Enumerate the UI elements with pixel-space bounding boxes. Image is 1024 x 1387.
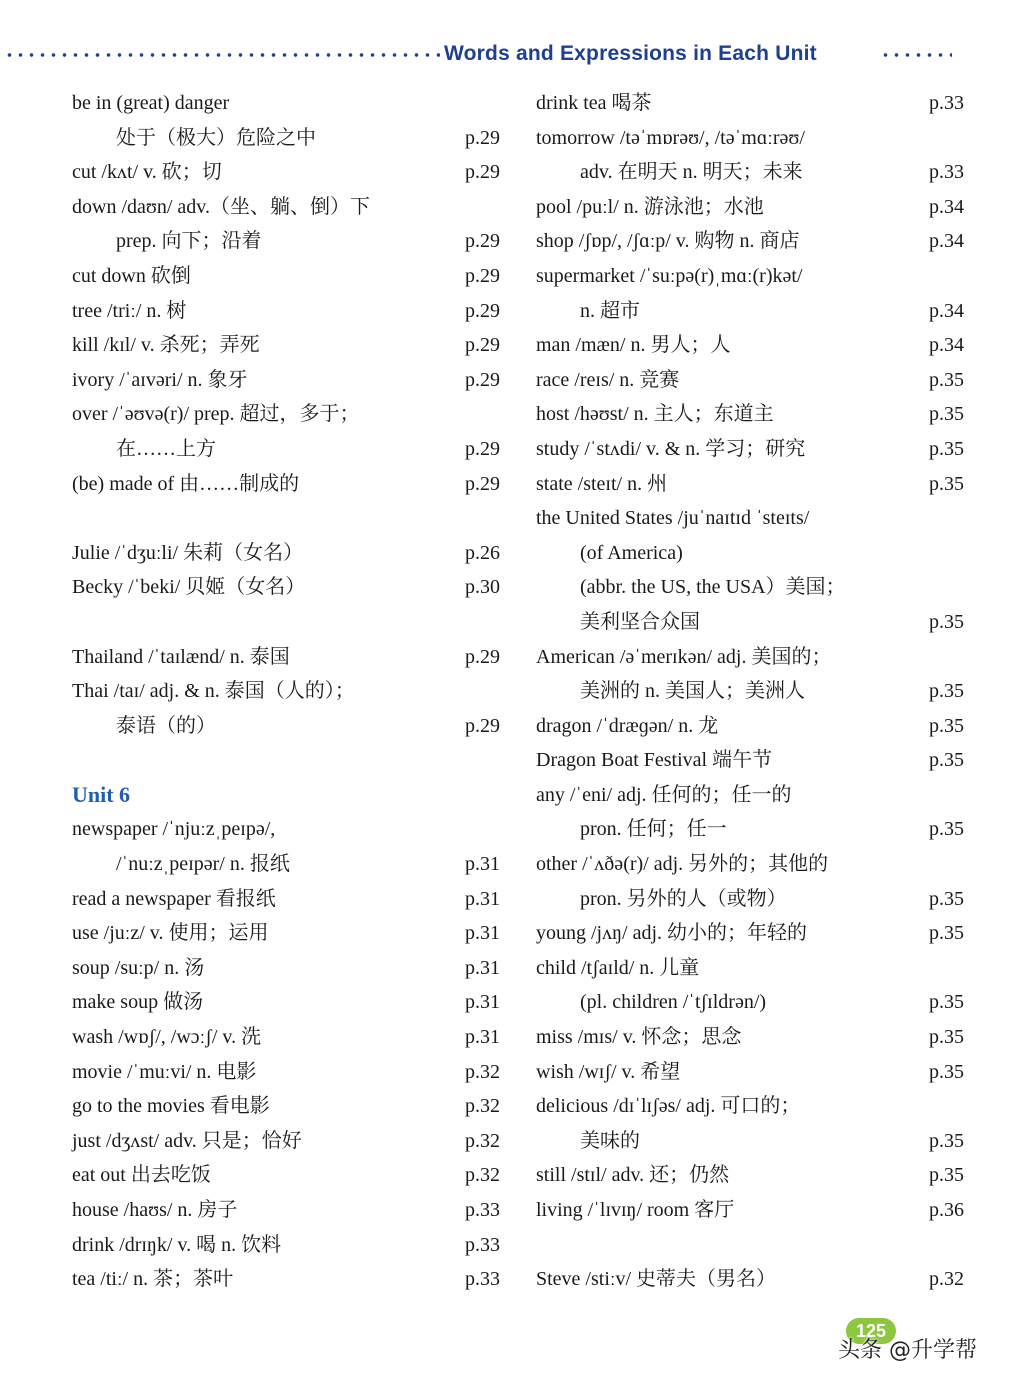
entry-page-ref: p.33 xyxy=(465,1268,500,1291)
entry-page-ref: p.32 xyxy=(465,1164,500,1187)
vocab-entry xyxy=(536,432,972,467)
vocab-entry xyxy=(536,190,972,225)
entry-text: pool /puːl/ n. 游泳池；水池 xyxy=(536,195,764,218)
page-title: Words and Expressions in Each Unit xyxy=(444,42,817,65)
vocab-entry xyxy=(72,570,508,605)
vocab-entry xyxy=(536,985,972,1020)
entry-page-ref: p.29 xyxy=(465,126,500,149)
entry-page-ref: p.29 xyxy=(465,230,500,253)
entry-page-ref: p.31 xyxy=(465,887,500,910)
vocab-entry xyxy=(72,1089,508,1124)
entry-text: drink /drɪŋk/ v. 喝 n. 饮料 xyxy=(72,1233,282,1256)
entry-page-ref: p.31 xyxy=(465,922,500,945)
entry-text: /ˈnuːzˌpeɪpər/ n. 报纸 xyxy=(116,853,290,876)
entry-text: drink tea 喝茶 xyxy=(536,92,652,114)
vocab-entry xyxy=(536,743,972,778)
entry-text: other /ˈʌðə(r)/ adj. 另外的；其他的 xyxy=(536,853,829,876)
vocab-entry xyxy=(536,640,972,675)
vocab-entry xyxy=(536,709,972,744)
entry-text: newspaper /ˈnjuːzˌpeɪpə/, xyxy=(72,818,276,841)
vocab-entry xyxy=(536,605,972,640)
vocab-entry xyxy=(72,259,508,294)
vocab-entry xyxy=(536,916,972,951)
entry-page-ref: p.35 xyxy=(929,610,964,633)
entry-text: movie /ˈmuːvi/ n. 电影 xyxy=(72,1060,257,1083)
entry-page-ref: p.33 xyxy=(929,161,964,184)
entry-page-ref: p.35 xyxy=(929,403,964,426)
entry-page-ref: p.31 xyxy=(465,1026,500,1049)
vocab-entry xyxy=(536,1089,972,1124)
entry-text: be in (great) danger xyxy=(72,92,230,114)
vocab-entry xyxy=(72,605,508,640)
vocab-entry xyxy=(72,985,508,1020)
entry-page-ref: p.29 xyxy=(465,645,500,668)
vocab-entry xyxy=(72,916,508,951)
vocab-entry xyxy=(72,397,508,432)
entry-page-ref: p.31 xyxy=(465,956,500,979)
entry-page-ref: p.35 xyxy=(929,818,964,841)
header-dots-left xyxy=(4,52,440,58)
entry-page-ref: p.32 xyxy=(465,1095,500,1118)
entry-text: 在……上方 xyxy=(116,437,216,460)
entry-text: wash /wɒʃ/, /wɔːʃ/ v. 洗 xyxy=(72,1026,262,1049)
entry-page-ref: p.29 xyxy=(465,472,500,495)
entry-text: Thailand /ˈtaɪlænd/ n. 泰国 xyxy=(72,645,290,668)
vocab-entry xyxy=(536,1020,972,1055)
vocab-entry xyxy=(72,1228,508,1263)
entry-text: (pl. children /ˈtʃɪldrən/) xyxy=(580,991,767,1014)
entry-text: just /dʒʌst/ adv. 只是；恰好 xyxy=(72,1129,302,1152)
entry-text: kill /kɪl/ v. 杀死；弄死 xyxy=(72,334,260,357)
vocab-entry xyxy=(536,1228,972,1263)
entry-page-ref: p.30 xyxy=(465,576,500,599)
entry-page-ref: p.34 xyxy=(929,299,964,322)
entry-page-ref: p.33 xyxy=(465,1233,500,1256)
entry-text: soup /suːp/ n. 汤 xyxy=(72,956,205,979)
vocab-entry xyxy=(536,778,972,813)
entry-page-ref: p.35 xyxy=(929,1026,964,1049)
entry-text: host /həʊst/ n. 主人；东道主 xyxy=(536,403,774,426)
entry-page-ref: p.31 xyxy=(465,853,500,876)
vocab-entry xyxy=(536,501,972,536)
vocab-entry xyxy=(536,1158,972,1193)
entry-text: cut /kʌt/ v. 砍；切 xyxy=(72,161,222,184)
entry-text: Julie /ˈdʒuːli/ 朱莉（女名） xyxy=(72,541,304,564)
entry-text: wish /wɪʃ/ v. 希望 xyxy=(536,1060,681,1083)
vocab-entry xyxy=(72,294,508,329)
vocab-entry xyxy=(72,1262,508,1297)
entry-text: supermarket /ˈsuːpə(r)ˌmɑː(r)kət/ xyxy=(536,264,803,287)
entry-text: house /haʊs/ n. 房子 xyxy=(72,1199,238,1221)
entry-text: young /jʌŋ/ adj. 幼小的；年轻的 xyxy=(536,922,807,945)
page-number-badge: 125 xyxy=(846,1318,896,1344)
entry-text: Thai /taɪ/ adj. & n. 泰国（人的）； xyxy=(72,680,355,703)
entry-text: state /steɪt/ n. 州 xyxy=(536,472,668,495)
entry-text: pron. 另外的人（或物） xyxy=(580,887,787,910)
vocab-entry xyxy=(536,882,972,917)
entry-page-ref: p.35 xyxy=(929,1060,964,1083)
right-column xyxy=(536,86,972,1297)
vocab-entry xyxy=(536,1055,972,1090)
entry-text: tomorrow /təˈmɒrəʊ/, /təˈmɑːrəʊ/ xyxy=(536,126,805,149)
entry-text: dragon /ˈdræɡən/ n. 龙 xyxy=(536,714,719,737)
vocab-entry xyxy=(536,674,972,709)
entry-text: 泰语（的） xyxy=(116,714,216,737)
entry-text: down /daʊn/ adv.（坐、躺、倒）下 xyxy=(72,195,370,218)
entry-page-ref: p.35 xyxy=(929,749,964,772)
vocab-entry xyxy=(536,155,972,190)
vocab-entry xyxy=(72,1020,508,1055)
entry-page-ref: p.35 xyxy=(929,680,964,703)
vocab-entry xyxy=(536,1262,972,1297)
entry-page-ref: p.35 xyxy=(929,1129,964,1152)
entry-text: the United States /juˈnaɪtɪd ˈsteɪts/ xyxy=(536,507,810,530)
entry-text: Dragon Boat Festival 端午节 xyxy=(536,749,773,772)
entry-text: race /reɪs/ n. 竞赛 xyxy=(536,368,680,391)
vocab-entry xyxy=(72,640,508,675)
vocab-entry xyxy=(536,570,972,605)
entry-text: 处于（极大）危险之中 xyxy=(116,126,316,149)
vocab-entry xyxy=(536,121,972,156)
entry-text: shop /ʃɒp/, /ʃɑːp/ v. 购物 n. 商店 xyxy=(536,230,800,253)
entry-text: go to the movies 看电影 xyxy=(72,1095,270,1118)
entry-page-ref: p.35 xyxy=(929,368,964,391)
vocab-entry xyxy=(72,1193,508,1228)
entry-text: over /ˈəʊvə(r)/ prep. 超过，多于； xyxy=(72,403,360,426)
header-dots-right xyxy=(880,52,952,58)
entry-page-ref: p.35 xyxy=(929,472,964,495)
entry-text: miss /mɪs/ v. 怀念；思念 xyxy=(536,1026,742,1049)
vocab-entry xyxy=(72,86,508,121)
entry-text: any /ˈeni/ adj. 任何的；任一的 xyxy=(536,783,792,806)
vocab-entry xyxy=(72,743,508,778)
entry-page-ref: p.32 xyxy=(929,1268,964,1291)
vocab-entry xyxy=(536,328,972,363)
entry-page-ref: p.29 xyxy=(465,714,500,737)
entry-text: pron. 任何；任一 xyxy=(580,818,727,841)
entry-page-ref: p.35 xyxy=(929,922,964,945)
entry-text: read a newspaper 看报纸 xyxy=(72,887,276,910)
vocab-entry xyxy=(72,536,508,571)
entry-text: prep. 向下；沿着 xyxy=(116,230,262,253)
entry-page-ref: p.29 xyxy=(465,334,500,357)
entry-text: ivory /ˈaɪvəri/ n. 象牙 xyxy=(72,368,248,391)
entry-text: 美味的 xyxy=(580,1129,640,1152)
entry-page-ref: p.32 xyxy=(465,1129,500,1152)
entry-page-ref: p.35 xyxy=(929,991,964,1014)
entry-text: (of America) xyxy=(580,541,683,564)
entry-text: tea /tiː/ n. 茶；茶叶 xyxy=(72,1268,234,1291)
vocab-entry xyxy=(536,224,972,259)
vocab-entry xyxy=(72,328,508,363)
vocab-entry xyxy=(536,536,972,571)
vocab-entry xyxy=(72,674,508,709)
vocab-entry xyxy=(72,778,508,813)
entry-page-ref: p.29 xyxy=(465,437,500,460)
entry-page-ref: p.34 xyxy=(929,195,964,218)
vocab-entry xyxy=(536,397,972,432)
entry-page-ref: p.29 xyxy=(465,161,500,184)
vocab-entry xyxy=(72,190,508,225)
entry-text: Steve /stiːv/ 史蒂夫（男名） xyxy=(536,1268,776,1291)
entry-text: cut down 砍倒 xyxy=(72,264,191,287)
entry-page-ref: p.36 xyxy=(929,1199,964,1221)
vocab-entry xyxy=(72,155,508,190)
vocab-entry xyxy=(536,951,972,986)
vocab-entry xyxy=(72,432,508,467)
entry-page-ref: p.29 xyxy=(465,368,500,391)
entry-text: American /əˈmerɪkən/ adj. 美国的； xyxy=(536,645,832,668)
vocab-entry xyxy=(536,1124,972,1159)
entry-page-ref: p.26 xyxy=(465,541,500,564)
entry-text: adv. 在明天 n. 明天；未来 xyxy=(580,161,803,184)
entry-text: use /juːz/ v. 使用；运用 xyxy=(72,922,269,945)
vocab-entry xyxy=(536,86,972,121)
vocab-entry xyxy=(72,224,508,259)
vocab-entry xyxy=(72,709,508,744)
entry-page-ref: p.32 xyxy=(465,1060,500,1083)
vocab-entry xyxy=(536,294,972,329)
entry-page-ref: p.34 xyxy=(929,334,964,357)
entry-page-ref: p.35 xyxy=(929,714,964,737)
entry-text: child /tʃaɪld/ n. 儿童 xyxy=(536,956,700,979)
vocab-entry xyxy=(72,501,508,536)
vocab-entry xyxy=(72,363,508,398)
entry-text: tree /triː/ n. 树 xyxy=(72,299,187,322)
entry-page-ref: p.35 xyxy=(929,437,964,460)
vocab-entry xyxy=(72,847,508,882)
entry-page-ref: p.34 xyxy=(929,230,964,253)
entry-page-ref: p.29 xyxy=(465,264,500,287)
vocab-entry xyxy=(72,1055,508,1090)
entry-text: Becky /ˈbeki/ 贝姬（女名） xyxy=(72,576,306,599)
entry-text: 美洲的 n. 美国人；美洲人 xyxy=(580,680,805,703)
left-column xyxy=(72,86,508,1297)
vocab-entry xyxy=(72,1124,508,1159)
entry-text: study /ˈstʌdi/ v. & n. 学习；研究 xyxy=(536,437,806,460)
entry-page-ref: p.33 xyxy=(465,1199,500,1221)
unit-heading: Unit 6 xyxy=(72,781,131,807)
vocab-entry xyxy=(72,121,508,156)
vocab-entry xyxy=(72,1158,508,1193)
vocab-entry xyxy=(72,812,508,847)
entry-text: still /stɪl/ adv. 还；仍然 xyxy=(536,1164,730,1187)
watermark: 头条 @升学帮 xyxy=(838,1338,977,1363)
entry-text: n. 超市 xyxy=(580,299,640,322)
entry-text: living /ˈlɪvɪŋ/ room 客厅 xyxy=(536,1199,735,1221)
vocab-entry xyxy=(72,882,508,917)
vocab-entry xyxy=(536,467,972,502)
entry-text: (abbr. the US, the USA）美国； xyxy=(580,576,846,599)
vocab-entry xyxy=(536,847,972,882)
entry-page-ref: p.35 xyxy=(929,1164,964,1187)
vocab-entry xyxy=(536,259,972,294)
entry-page-ref: p.33 xyxy=(929,92,964,114)
entry-text: make soup 做汤 xyxy=(72,991,204,1014)
vocab-entry xyxy=(72,951,508,986)
entry-page-ref: p.35 xyxy=(929,887,964,910)
page-header xyxy=(0,38,1024,70)
vocab-entry xyxy=(72,467,508,502)
vocab-entry xyxy=(536,812,972,847)
entry-text: delicious /dɪˈlɪʃəs/ adj. 可口的； xyxy=(536,1095,801,1118)
entry-text: 美利坚合众国 xyxy=(580,610,700,633)
vocab-entry xyxy=(536,363,972,398)
entry-text: man /mæn/ n. 男人；人 xyxy=(536,334,731,357)
vocab-entry xyxy=(536,1193,972,1228)
entry-text: (be) made of 由……制成的 xyxy=(72,472,300,495)
entry-text: eat out 出去吃饭 xyxy=(72,1164,211,1187)
entry-page-ref: p.31 xyxy=(465,991,500,1014)
entry-page-ref: p.29 xyxy=(465,299,500,322)
